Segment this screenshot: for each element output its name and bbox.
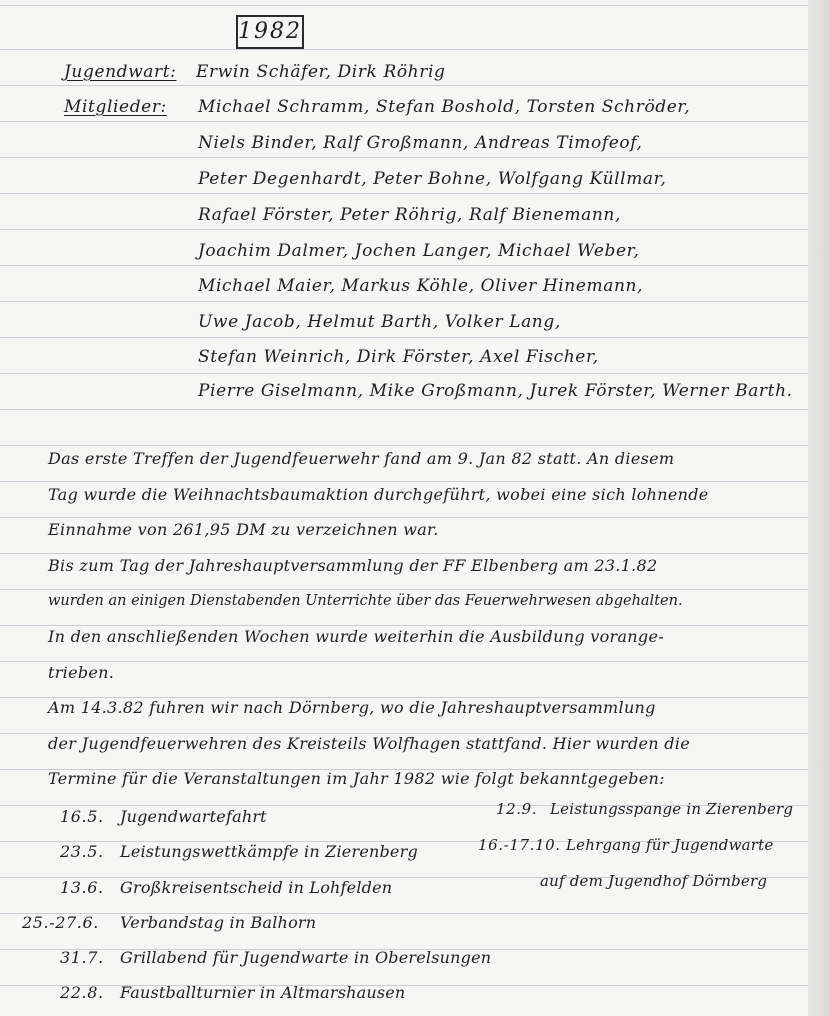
event-date: 31.7. bbox=[60, 948, 104, 967]
event-text: Leistungswettkämpfe in Zierenberg bbox=[120, 842, 418, 861]
text-line: Termine für die Veranstaltungen im Jahr 1982 wie folgt bekanntgegeben: bbox=[48, 769, 665, 788]
text-line: Am 14.3.82 fuhren wir nach Dörnberg, wo die Jahreshauptversammlung bbox=[48, 698, 656, 717]
event-date: 25.-27.6. bbox=[22, 913, 99, 932]
event-text: Faustballturnier in Altmarshausen bbox=[120, 983, 406, 1002]
event-text: Verbandstag in Balhorn bbox=[120, 913, 317, 932]
event-text: Großkreisentscheid in Lohfelden bbox=[120, 878, 393, 897]
event-text: Grillabend für Jugendwarte in Oberelsungen bbox=[120, 948, 492, 967]
member-line: Michael Maier, Markus Köhle, Oliver Hinemann, bbox=[198, 276, 644, 296]
member-line: Stefan Weinrich, Dirk Förster, Axel Fischer, bbox=[198, 347, 599, 367]
page-edge bbox=[808, 0, 830, 1016]
member-line: Rafael Förster, Peter Röhrig, Ralf Bienemann, bbox=[198, 205, 621, 225]
text-line: wurden an einigen Dienstabenden Unterrichte über das Feuerwehrwesen abgehalten. bbox=[48, 593, 683, 609]
event-date: 22.8. bbox=[60, 983, 104, 1002]
jugendwart-label: Jugendwart: bbox=[64, 62, 177, 82]
member-line: Pierre Giselmann, Mike Großmann, Jurek Förster, Werner Barth. bbox=[198, 381, 793, 401]
event-text: auf dem Jugendhof Dörnberg bbox=[540, 872, 768, 890]
event-date: 13.6. bbox=[60, 878, 104, 897]
text-line: trieben. bbox=[48, 663, 115, 682]
text-line: Bis zum Tag der Jahreshauptversammlung der FF Elbenberg am 23.1.82 bbox=[48, 556, 658, 575]
text-line: In den anschließenden Wochen wurde weiterhin die Ausbildung vorange- bbox=[48, 627, 664, 646]
member-line: Peter Degenhardt, Peter Bohne, Wolfgang Küllmar, bbox=[198, 169, 667, 189]
event-text: Lehrgang für Jugendwarte bbox=[566, 836, 774, 854]
event-date: 12.9. bbox=[496, 800, 538, 818]
event-text: Leistungsspange in Zierenberg bbox=[550, 800, 794, 818]
jugendwart-names: Erwin Schäfer, Dirk Röhrig bbox=[196, 62, 446, 82]
member-line: Niels Binder, Ralf Großmann, Andreas Timofeof, bbox=[198, 133, 643, 153]
event-date: 23.5. bbox=[60, 842, 104, 861]
mitglieder-label: Mitglieder: bbox=[64, 97, 167, 117]
event-date: 16.5. bbox=[60, 807, 104, 826]
member-line: Uwe Jacob, Helmut Barth, Volker Lang, bbox=[198, 312, 561, 332]
text-line: der Jugendfeuerwehren des Kreisteils Wolfhagen stattfand. Hier wurden die bbox=[48, 734, 690, 753]
event-text: Jugendwartefahrt bbox=[120, 807, 267, 826]
event-date: 16.-17.10. bbox=[478, 836, 561, 854]
text-line: Tag wurde die Weihnachtsbaumaktion durchgeführt, wobei eine sich lohnende bbox=[48, 485, 709, 504]
member-line: Joachim Dalmer, Jochen Langer, Michael Weber, bbox=[198, 241, 640, 261]
text-line: Das erste Treffen der Jugendfeuerwehr fand am 9. Jan 82 statt. An diesem bbox=[48, 449, 675, 468]
year-heading: 1982 bbox=[236, 15, 304, 49]
member-line: Michael Schramm, Stefan Boshold, Torsten Schröder, bbox=[198, 97, 691, 117]
text-line: Einnahme von 261,95 DM zu verzeichnen war. bbox=[48, 520, 439, 539]
